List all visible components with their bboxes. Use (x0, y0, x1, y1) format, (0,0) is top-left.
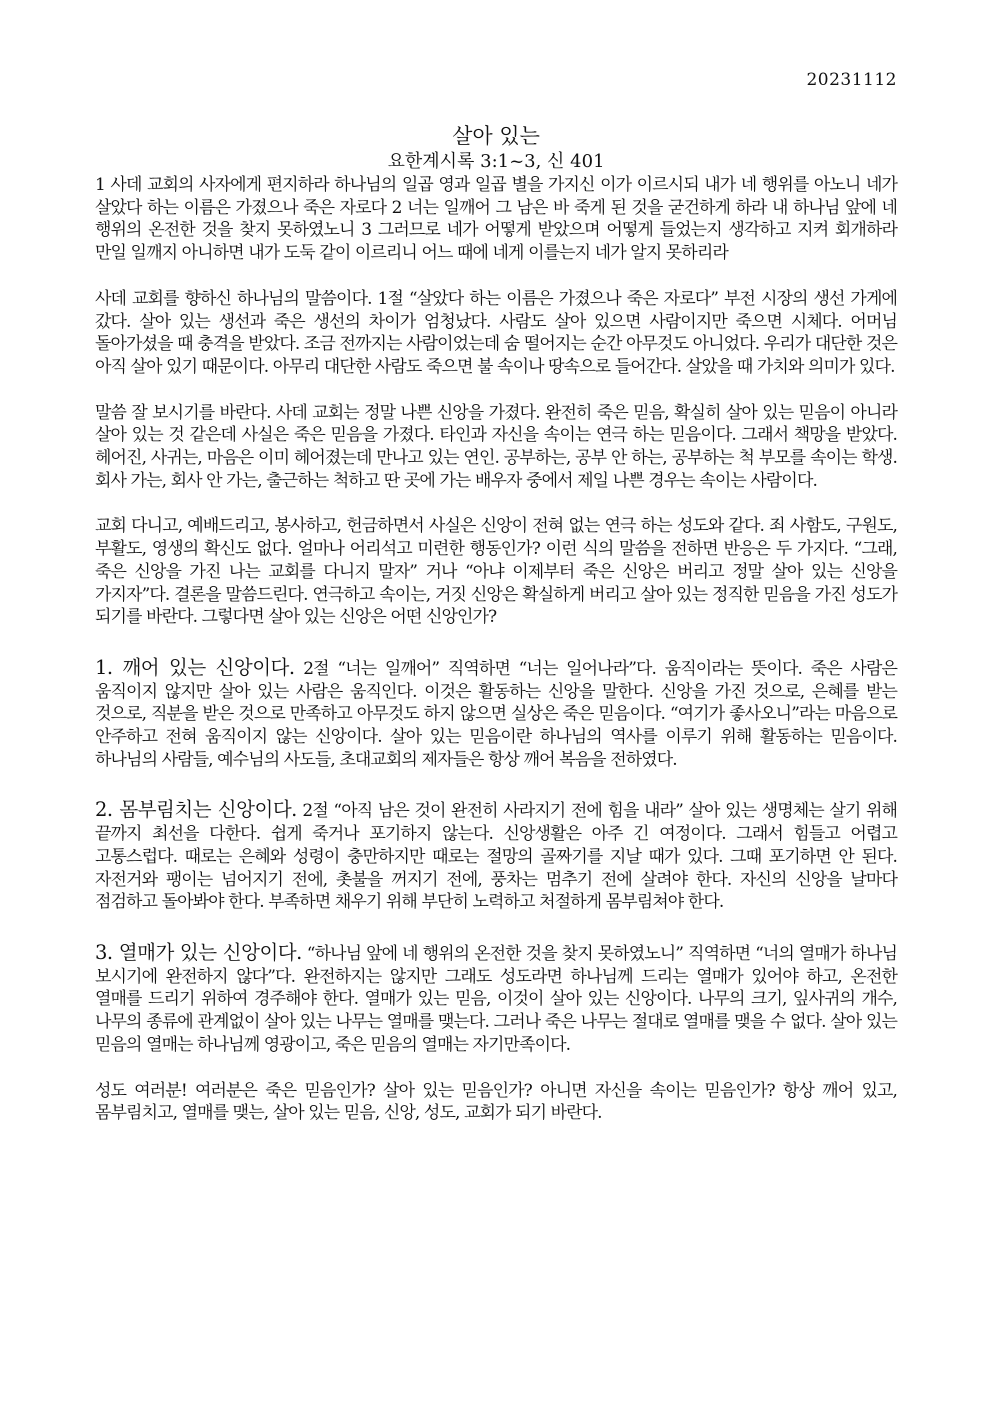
intro-paragraph-3: 교회 다니고, 예배드리고, 봉사하고, 헌금하면서 사실은 신앙이 전혀 없는 연극 하는 성도와 같다. 죄 사함도, 구원도, 부활도, 영생의 확신도 없다. 얼마나 어리석고 미련한 행동인가? 이런 식의 말씀을 전하면 반응은 두 가지다. “그래, 죽은 신앙을 가진 나는 교회를 다니지 말자” 거나 “아냐 이제부터 죽은 신앙은 버리고 정말 살아 있는 신앙을 가지자”다. 결론을 말씀드린다. 연극하고 속이는, 거짓 신앙은 확실하게 버리고 살아 있는 정직한 믿음을 가진 성도가 되기를 바란다. 그렇다면 살아 있는 신앙은 어떤 신앙인가? (95, 516, 897, 628)
sermon-title: 살아 있는 (452, 124, 540, 148)
closing-paragraph: 성도 여러분! 여러분은 죽은 믿음인가? 살아 있는 믿음인가? 아니면 자신을 속이는 믿음인가? 항상 깨어 있고, 몸부림치고, 열매를 맺는, 살아 있는 믿음, 신앙, 성도, 교회가 되기 바란다. (95, 1080, 897, 1124)
sermon-page (95, 60, 897, 1125)
scripture-reference: 요한계시록 3:1~3, 신 401 (387, 151, 605, 172)
point-1-body: 2절 “너는 일깨어” 직역하면 “너는 일어나라”다. 움직이라는 뜻이다. 죽은 사람은 움직이지 않지만 살아 있는 사람은 움직인다. 이것은 활동하는 신앙을 말한다. 신앙을 가진 것으로, 은혜를 받는 것으로, 직분을 받은 것으로 만족하고 아무것도 하지 않으면 실상은 죽은 믿음이다. “여기가 좋사오니”라는 마음으로 안주하고 전혀 움직이지 않는 신앙이다. 살아 있는 믿음이란 하나님의 역사를 이루기 위해 활동하는 믿음이다. 하나님의 사람들, 예수님의 사도들, 초대교회의 제자들은 항상 깨어 복음을 전하였다. (95, 658, 897, 770)
point-1-heading: 1. 깨어 있는 신앙이다. (95, 655, 295, 679)
point-2-heading: 2. 몸부림치는 신앙이다. (95, 798, 297, 822)
scripture-passage: 1 사데 교회의 사자에게 편지하라 하나님의 일곱 영과 일곱 별을 가지신 이가 이르시되 내가 네 행위를 아노니 네가 살았다 하는 이름은 가졌으나 죽은 자로다 2 너는 일깨어 그 남은 바 죽게 된 것을 굳건하게 하라 내 하나님 앞에 네 행위의 온전한 것을 찾지 못하였노니 3 그러므로 네가 어떻게 받았으며 어떻게 들었는지 생각하고 지켜 회개하라 만일 일깨지 아니하면 내가 도둑 같이 이르리니 어느 때에 네게 이를는지 네가 알지 못하리라 (95, 175, 897, 264)
point-2 (95, 799, 897, 914)
point-3 (95, 942, 897, 1057)
intro-paragraph-1: 사데 교회를 향하신 하나님의 말씀이다. 1절 “살았다 하는 이름은 가졌으나 죽은 자로다” 부전 시장의 생선 가게에 갔다. 살아 있는 생선과 죽은 생선의 차이가 엄청났다. 사람도 살아 있으면 사람이지만 죽으면 시체다. 어머님 돌아가셨을 때 충격을 받았다. 조금 전까지는 사람이었는데 숨 떨어지는 순간 아무것도 아니었다. 우리가 대단한 것은 아직 살아 있기 때문이다. 아무리 대단한 사람도 죽으면 불 속이나 땅속으로 들어간다. 살았을 때 가치와 의미가 있다. (95, 288, 898, 377)
point-3-body: “하나님 앞에 네 행위의 온전한 것을 찾지 못하였노니” 직역하면 “너의 열매가 하나님 보시기에 완전하지 않다”다. 완전하지는 않지만 그래도 성도라면 하나님께 드리는 열매가 있어야 하고, 온전한 열매를 드리기 위하여 경주해야 한다. 열매가 있는 믿음, 이것이 살아 있는 신앙이다. 나무의 크기, 잎사귀의 개수, 나무의 종류에 관계없이 살아 있는 나무는 열매를 맺는다. 그러나 죽은 나무는 절대로 열매를 맺을 수 없다. 살아 있는 믿음의 열매는 하나님께 영광이고, 죽은 믿음의 열매는 자기만족이다. (95, 943, 897, 1055)
point-3-heading: 3. 열매가 있는 신앙이다. (95, 940, 302, 964)
sermon-date: 20231112 (806, 70, 897, 90)
intro-paragraph-2: 말씀 잘 보시기를 바란다. 사데 교회는 정말 나쁜 신앙을 가졌다. 완전히 죽은 믿음, 확실히 살아 있는 믿음이 아니라 살아 있는 것 같은데 사실은 죽은 믿음을 가졌다. 타인과 자신을 속이는 연극 하는 믿음이다. 그래서 책망을 받았다. 헤어진, 사귀는, 마음은 이미 헤어졌는데 만나고 있는 연인. 공부하는, 공부 안 하는, 공부하는 척 부모를 속이는 학생. 회사 가는, 회사 안 가는, 출근하는 척하고 딴 곳에 가는 배우자 중에서 제일 나쁜 경우는 속이는 사람이다. (95, 402, 897, 491)
point-1 (95, 657, 897, 772)
point-2-body: 2절 “아직 남은 것이 완전히 사라지기 전에 힘을 내라” 살아 있는 생명체는 살기 위해 끝까지 최선을 다한다. 쉽게 죽거나 포기하지 않는다. 신앙생활은 아주 긴 여정이다. 그래서 힘들고 어렵고 고통스럽다. 때로는 은혜와 성령이 충만하지만 때로는 절망의 골짜기를 지날 때가 있다. 그때 포기하면 안 된다. 자전거와 팽이는 넘어지기 전에, 촛불을 꺼지기 전에, 풍차는 멈추기 전에 살려야 한다. 자신의 신앙을 날마다 점검하고 돌아봐야 한다. 부족하면 채우기 위해 부단히 노력하고 처절하게 몸부림쳐야 한다. (95, 801, 897, 913)
